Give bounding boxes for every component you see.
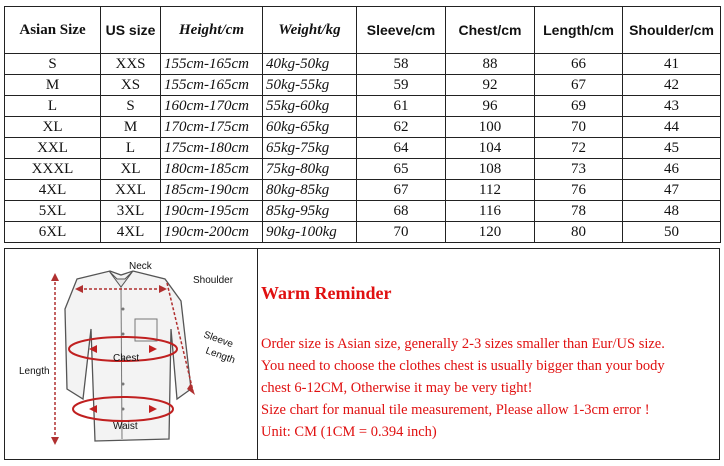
cell-asian-size: 4XL — [5, 180, 101, 201]
table-row — [5, 96, 721, 117]
cell-weight: 80kg-85kg — [263, 180, 357, 201]
cell-chest: 116 — [446, 201, 535, 222]
cell-shoulder: 47 — [623, 180, 721, 201]
cell-asian-size: L — [5, 96, 101, 117]
cell-length: 72 — [535, 138, 623, 159]
cell-height: 175cm-180cm — [161, 138, 263, 159]
cell-height: 185cm-190cm — [161, 180, 263, 201]
cell-us-size: 4XL — [101, 222, 161, 243]
sleeve-length-label: Length — [203, 345, 237, 367]
header-asian-size: Asian Size — [5, 7, 101, 54]
cell-weight: 40kg-50kg — [263, 54, 357, 75]
cell-us-size: XL — [101, 159, 161, 180]
cell-sleeve: 62 — [357, 117, 446, 138]
table-row — [5, 180, 721, 201]
measurement-panel — [4, 248, 720, 460]
cell-sleeve: 67 — [357, 180, 446, 201]
cell-chest: 92 — [446, 75, 535, 96]
cell-chest: 96 — [446, 96, 535, 117]
neck-label: Neck — [129, 261, 152, 272]
cell-chest: 112 — [446, 180, 535, 201]
cell-height: 190cm-195cm — [161, 201, 263, 222]
cell-sleeve: 64 — [357, 138, 446, 159]
reminder-title: Warm Reminder — [261, 283, 392, 303]
header-weight: Weight/kg — [263, 7, 357, 54]
chest-label: Chest — [113, 353, 140, 364]
reminder-line: You need to choose the clothes chest is usually bigger than your body — [261, 358, 665, 374]
cell-height: 155cm-165cm — [161, 75, 263, 96]
cell-sleeve: 58 — [357, 54, 446, 75]
cell-length: 69 — [535, 96, 623, 117]
cell-asian-size: M — [5, 75, 101, 96]
cell-length: 66 — [535, 54, 623, 75]
cell-length: 73 — [535, 159, 623, 180]
header-length: Length/cm — [535, 7, 623, 54]
table-row — [5, 138, 721, 159]
shirt-illustration — [5, 249, 257, 459]
shoulder-label: Shoulder — [193, 275, 234, 286]
cell-length: 76 — [535, 180, 623, 201]
cell-chest: 120 — [446, 222, 535, 243]
cell-height: 180cm-185cm — [161, 159, 263, 180]
cell-chest: 104 — [446, 138, 535, 159]
reminder-text — [261, 333, 717, 443]
cell-us-size: XS — [101, 75, 161, 96]
cell-asian-size: XXXL — [5, 159, 101, 180]
cell-shoulder: 41 — [623, 54, 721, 75]
cell-weight: 65kg-75kg — [263, 138, 357, 159]
cell-asian-size: XL — [5, 117, 101, 138]
cell-sleeve: 61 — [357, 96, 446, 117]
cell-us-size: M — [101, 117, 161, 138]
table-row — [5, 159, 721, 180]
warm-reminder — [261, 249, 717, 459]
cell-shoulder: 43 — [623, 96, 721, 117]
cell-us-size: XXL — [101, 180, 161, 201]
size-chart — [4, 6, 720, 440]
sleeve-label: Sleeve — [201, 329, 235, 351]
waist-label: Waist — [113, 421, 138, 432]
table-row — [5, 222, 721, 243]
cell-weight: 55kg-60kg — [263, 96, 357, 117]
cell-length: 67 — [535, 75, 623, 96]
cell-sleeve: 70 — [357, 222, 446, 243]
cell-height: 190cm-200cm — [161, 222, 263, 243]
cell-us-size: 3XL — [101, 201, 161, 222]
cell-weight: 90kg-100kg — [263, 222, 357, 243]
size-table — [4, 6, 721, 243]
cell-shoulder: 42 — [623, 75, 721, 96]
cell-shoulder: 46 — [623, 159, 721, 180]
cell-length: 70 — [535, 117, 623, 138]
cell-chest: 88 — [446, 54, 535, 75]
panel-divider — [257, 249, 258, 459]
cell-height: 170cm-175cm — [161, 117, 263, 138]
cell-height: 155cm-165cm — [161, 54, 263, 75]
cell-shoulder: 48 — [623, 201, 721, 222]
cell-weight: 85kg-95kg — [263, 201, 357, 222]
reminder-line: Order size is Asian size, generally 2-3 sizes smaller than Eur/US size. — [261, 336, 665, 352]
table-row — [5, 201, 721, 222]
header-height: Height/cm — [161, 7, 263, 54]
table-row — [5, 117, 721, 138]
reminder-line: Size chart for manual tile measurement, Please allow 1-3cm error ! — [261, 402, 650, 418]
cell-us-size: L — [101, 138, 161, 159]
cell-us-size: S — [101, 96, 161, 117]
cell-asian-size: S — [5, 54, 101, 75]
cell-chest: 108 — [446, 159, 535, 180]
cell-shoulder: 45 — [623, 138, 721, 159]
cell-height: 160cm-170cm — [161, 96, 263, 117]
cell-weight: 60kg-65kg — [263, 117, 357, 138]
cell-length: 80 — [535, 222, 623, 243]
cell-sleeve: 59 — [357, 75, 446, 96]
cell-shoulder: 50 — [623, 222, 721, 243]
cell-shoulder: 44 — [623, 117, 721, 138]
reminder-line: Unit: CM (1CM = 0.394 inch) — [261, 424, 437, 440]
cell-chest: 100 — [446, 117, 535, 138]
cell-sleeve: 65 — [357, 159, 446, 180]
table-row — [5, 54, 721, 75]
header-shoulder: Shoulder/cm — [623, 7, 721, 54]
header-row — [5, 7, 721, 54]
cell-weight: 75kg-80kg — [263, 159, 357, 180]
header-sleeve: Sleeve/cm — [357, 7, 446, 54]
header-chest: Chest/cm — [446, 7, 535, 54]
cell-asian-size: 6XL — [5, 222, 101, 243]
cell-asian-size: XXL — [5, 138, 101, 159]
cell-asian-size: 5XL — [5, 201, 101, 222]
cell-sleeve: 68 — [357, 201, 446, 222]
reminder-line: chest 6-12CM, Otherwise it may be very tight! — [261, 380, 533, 396]
cell-weight: 50kg-55kg — [263, 75, 357, 96]
shirt-diagram — [5, 249, 257, 459]
cell-length: 78 — [535, 201, 623, 222]
table-row — [5, 75, 721, 96]
length-label: Length — [19, 366, 50, 377]
cell-us-size: XXS — [101, 54, 161, 75]
header-us-size: US size — [101, 7, 161, 54]
